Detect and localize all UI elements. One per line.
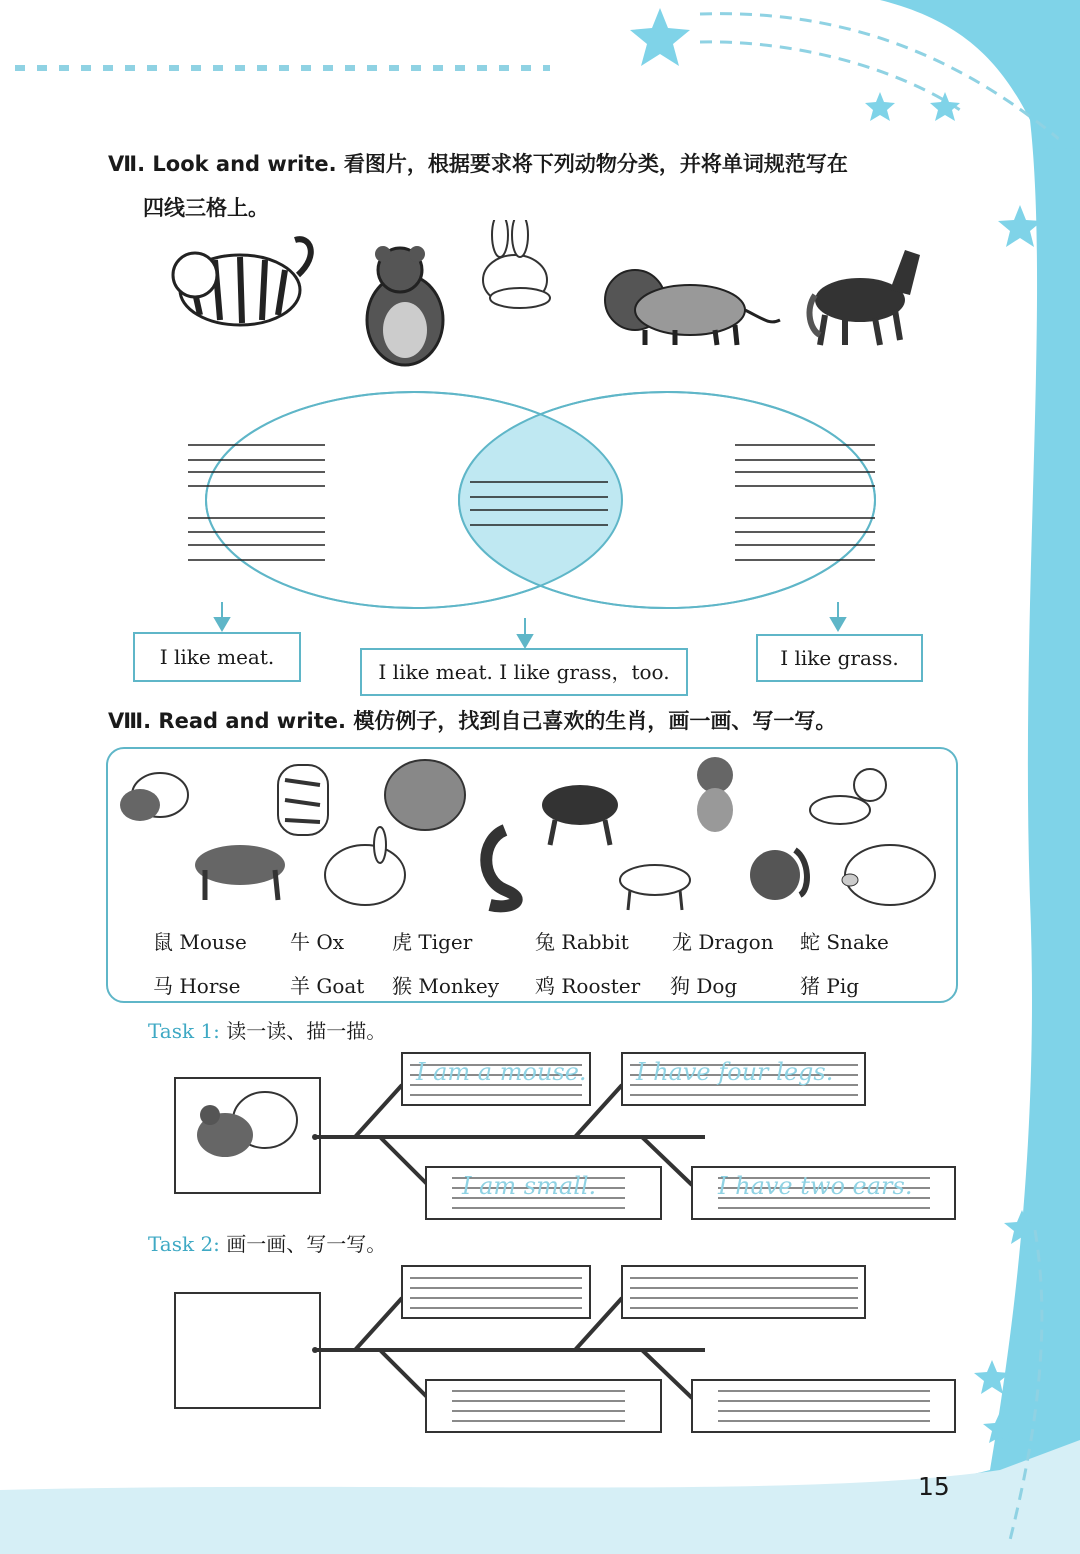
zodiac-tiger: 虎 Tiger	[392, 930, 473, 954]
dog-icon	[810, 769, 886, 824]
zodiac-snake: 蛇 Snake	[800, 930, 889, 954]
rooster-icon	[750, 850, 807, 900]
section8-title: Ⅷ. Read and write. 模仿例子，找到自己喜欢的生肖，画一画、写一写。	[108, 709, 837, 733]
task2-label: Task 2:	[148, 1232, 220, 1256]
horse-icon	[542, 785, 618, 845]
horse-icon	[810, 250, 920, 345]
zodiac-rooster: 鸡 Rooster	[535, 974, 641, 998]
task2-instruction: 画一画、写一写。	[226, 1232, 387, 1256]
zodiac-rabbit: 兔 Rabbit	[535, 930, 629, 954]
ox-icon	[195, 845, 285, 900]
trace-sentence-1: I am a mouse.	[416, 1058, 587, 1086]
task1-label: Task 1:	[148, 1019, 220, 1043]
mouse-icon	[120, 773, 188, 821]
snake-icon	[486, 830, 516, 906]
label-like-meat: I like meat.	[133, 632, 301, 682]
label-like-grass: I like grass.	[756, 634, 923, 682]
animal-pictures-row	[165, 220, 925, 370]
pig-icon	[842, 845, 935, 905]
zodiac-goat: 羊 Goat	[290, 974, 365, 998]
rabbit-icon	[325, 827, 405, 905]
task2-drawing-frame	[175, 1293, 320, 1408]
goat-icon	[620, 865, 690, 910]
arrow-icons	[215, 602, 845, 647]
page-number: 15	[918, 1472, 950, 1501]
zodiac-pictures	[110, 750, 950, 920]
task1-heading	[148, 1015, 386, 1044]
trace-sentence-4: I have two ears.	[718, 1172, 913, 1200]
section7-title: Ⅶ. Look and write. 看图片，根据要求将下列动物分类，并将单词规范写在	[108, 152, 848, 176]
trace-sentence-3: I am small.	[462, 1172, 597, 1200]
zodiac-monkey: 猴 Monkey	[392, 974, 500, 998]
task2-heading	[148, 1228, 386, 1257]
task2-diagram	[170, 1258, 970, 1438]
zodiac-horse: 马 Horse	[153, 974, 241, 998]
trace-sentence-2: I have four legs.	[636, 1058, 834, 1086]
task1-instruction: 读一读、描一描。	[226, 1019, 387, 1043]
bear-icon	[367, 246, 443, 365]
zodiac-ox: 牛 Ox	[290, 930, 345, 954]
section7-title-line2: 四线三格上。	[143, 196, 269, 220]
monkey-icon	[697, 757, 733, 832]
lion-icon	[605, 270, 780, 345]
zodiac-dragon: 龙 Dragon	[672, 930, 774, 954]
dragon-icon	[385, 760, 465, 830]
tiger-icon	[173, 239, 311, 325]
zodiac-mouse: 鼠 Mouse	[153, 930, 247, 954]
zodiac-pig: 猪 Pig	[800, 974, 860, 998]
tiger-icon	[278, 765, 328, 835]
zodiac-dog: 狗 Dog	[670, 974, 738, 998]
label-like-meat-and-grass: I like meat. I like grass，too.	[360, 648, 688, 696]
rabbit-icon	[483, 220, 550, 308]
